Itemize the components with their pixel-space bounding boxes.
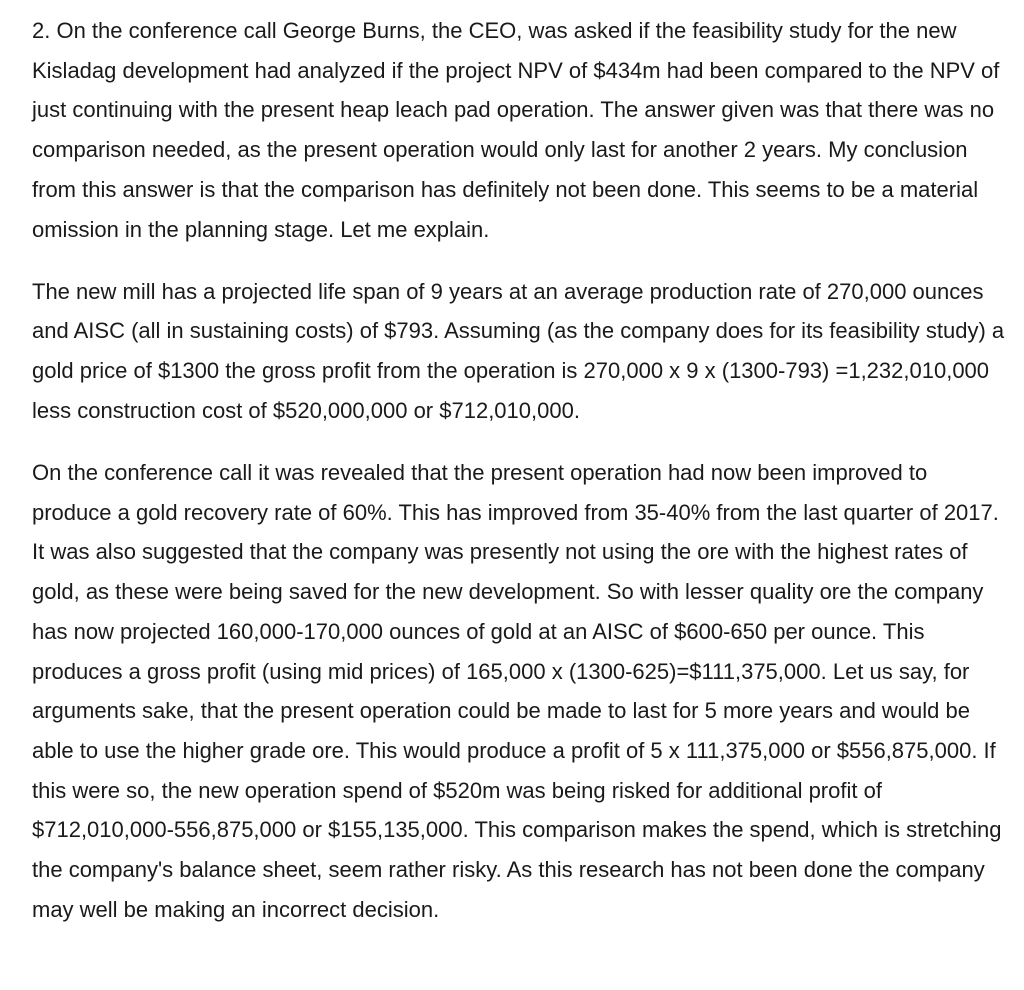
- article-body: [32, 11, 1007, 929]
- paragraph-present-operation-comparison: On the conference call it was revealed that the present operation had now been improved to produce a gold recovery rate of 60%. This has improved from 35-40% from the last quarter of 2017. It was also suggested that the company was presently not using the ore with the highest rates of gold, as these were being saved for the new development. So with lesser quality ore the company has now projected 160,000-170,000 ounces of gold at an AISC of $600-650 per ounce. This produces a gross profit (using mid prices) of 165,000 x (1300-625)=$111,375,000. Let us say, for arguments sake, that the present operation could be made to last for 5 more years and would be able to use the higher grade ore. This would produce a profit of 5 x 111,375,000 or $556,875,000. If this were so, the new operation spend of $520m was being risked for additional profit of $712,010,000-556,875,000 or $155,135,000. This comparison makes the spend, which is stretching the company's balance sheet, seem rather risky. As this research has not been done the company may well be making an incorrect decision.: [32, 460, 1002, 922]
- paragraph-npv-question: 2. On the conference call George Burns, the CEO, was asked if the feasibility study for the new Kisladag development had analyzed if the project NPV of $434m had been compared to the NPV of just continuing with the present heap leach pad operation. The answer given was that there was no comparison needed, as the present operation would only last for another 2 years. My conclusion from this answer is that the comparison has definitely not been done. This seems to be a material omission in the planning stage. Let me explain.: [32, 18, 1000, 242]
- paragraph-new-mill-profit: The new mill has a projected life span of 9 years at an average production rate of 270,000 ounces and AISC (all in sustaining costs) of $793. Assuming (as the company does for its feasibility study) a gold price of $1300 the gross profit from the operation is 270,000 x 9 x (1300-793) =1,232,010,000 less construction cost of $520,000,000 or $712,010,000.: [32, 278, 1005, 423]
